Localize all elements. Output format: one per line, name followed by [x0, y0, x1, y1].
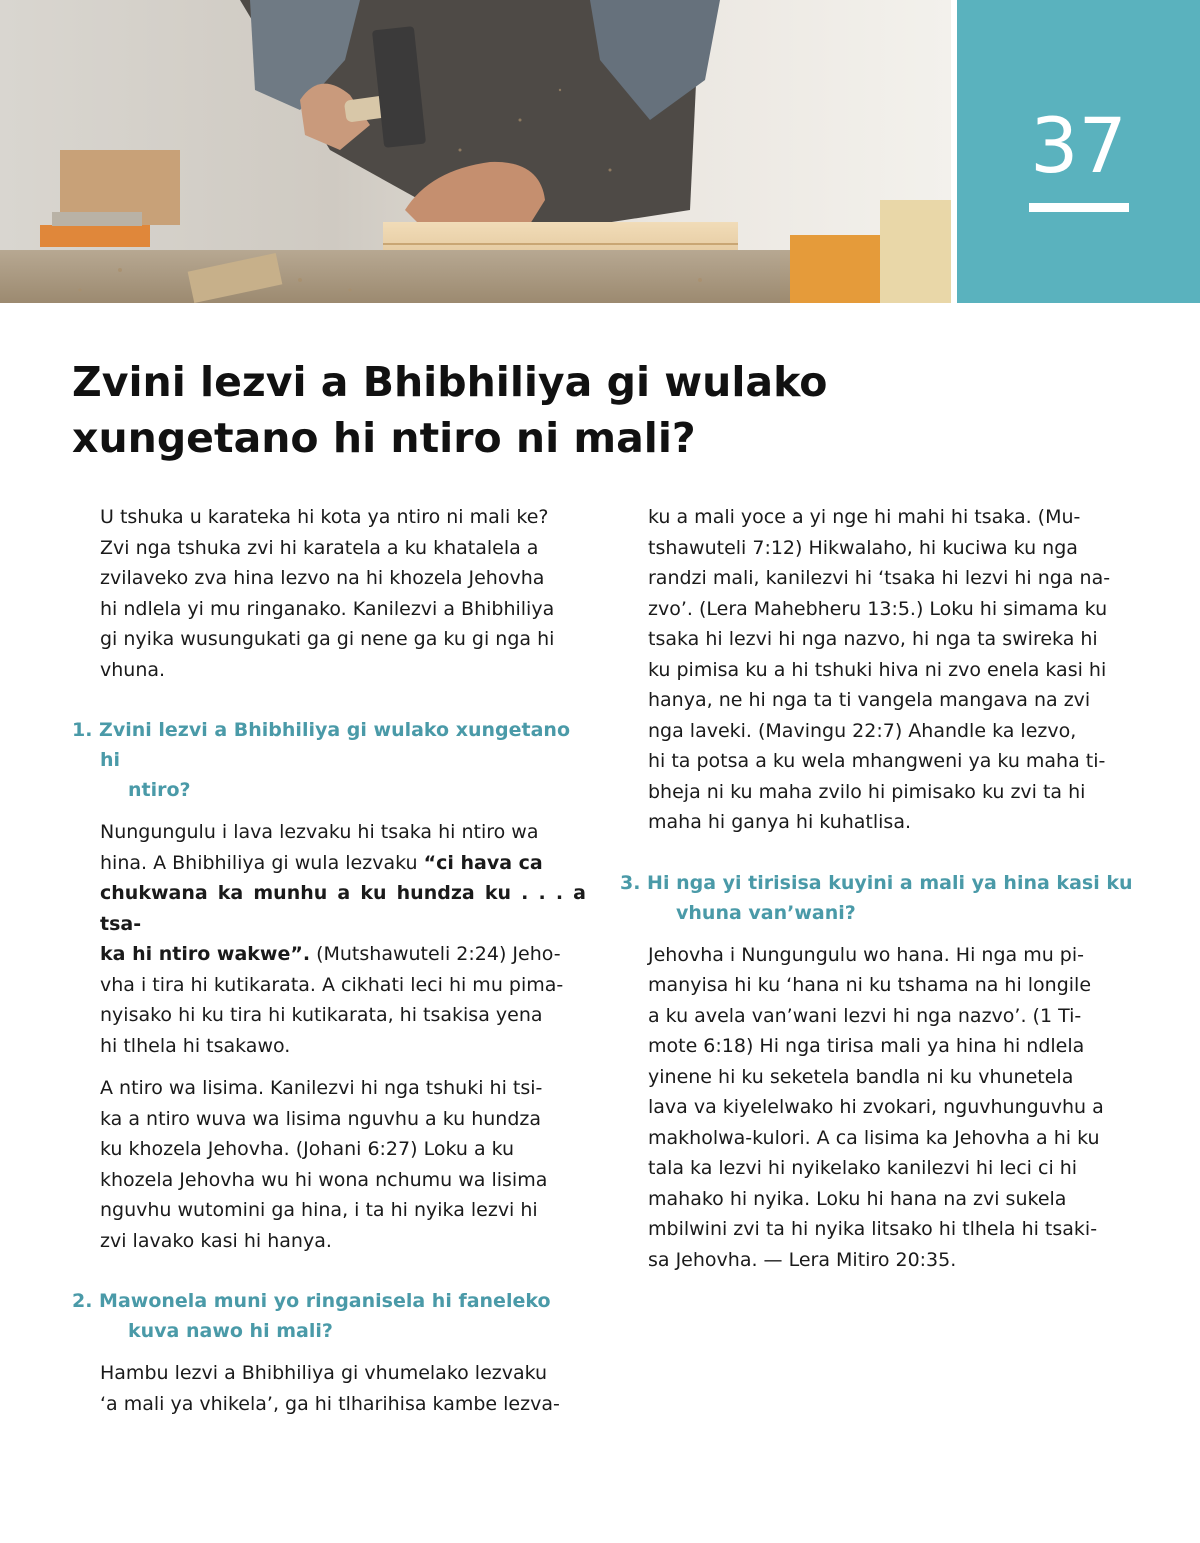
text-line: tshawuteli 7:12) Hikwalaho, hi kuciwa ku nga — [648, 536, 1078, 559]
text-line: Nungungulu i lava lezvaku hi tsaka hi ntiro wa — [100, 821, 539, 843]
text-line: zvo’. (Lera Mahebheru 13:5.) Loku hi simama ku — [648, 597, 1108, 620]
title-line: Zvini lezvi a Bhibhiliya gi wulako — [72, 358, 828, 406]
lesson-number-badge — [957, 0, 1200, 303]
question-2-heading — [72, 1286, 586, 1346]
text-line: ka a ntiro wuva wa lisima nguvhu a ku hundza — [100, 1107, 542, 1130]
lesson-number: 37 — [1030, 101, 1127, 190]
q2-paragraph-continued — [620, 502, 1134, 838]
text-line: A ntiro wa lisima. Kanilezvi hi nga tshuki hi tsi- — [100, 1077, 543, 1099]
heading-line: 3. Hi nga yi tirisisa kuyini a mali ya hina kasi ku — [620, 871, 1133, 894]
text-line: tsaka hi lezvi hi nga nazvo, hi nga ta swireka hi — [648, 628, 1098, 650]
heading-line: vhuna van’wani? — [676, 901, 856, 924]
text-line: Hambu lezvi a Bhibhiliya gi vhumelako lezvaku — [100, 1362, 548, 1384]
text-segment: (Mutshawuteli 2:24) Jeho- — [310, 943, 561, 965]
text-line: hi tlhela hi tsakawo. — [100, 1034, 291, 1057]
text-line: zvi lavako kasi hi hanya. — [100, 1229, 332, 1252]
hero-photo-carpenter — [0, 0, 951, 303]
text-line — [100, 939, 586, 970]
question-3-heading — [620, 868, 1134, 928]
text-line: ku pimisa ku a hi tshuki hiva ni zvo enela kasi hi — [648, 658, 1107, 681]
lesson-title — [72, 354, 972, 466]
left-column — [72, 502, 586, 1419]
text-line: nyisako hi ku tira hi kutikarata, hi tsakisa yena — [100, 1004, 543, 1026]
text-segment: hina. A Bhibhiliya gi wula lezvaku — [100, 851, 424, 874]
text-line: yinene hi ku seketela bandla ni ku vhunetela — [648, 1065, 1074, 1088]
text-line: U tshuka u karateka hi kota ya ntiro ni mali ke? — [100, 506, 549, 528]
q1-paragraph-1 — [72, 817, 586, 1061]
text-line: zvilaveko zva hina lezvo na hi khozela Jehovha — [100, 567, 545, 589]
scripture-quote: “ci hava ca — [423, 851, 543, 874]
text-line: khozela Jehovha wu hi wona nchumu wa lisima — [100, 1168, 548, 1191]
text-line: lava va kiyelelwako hi zvokari, nguvhunguvhu a — [648, 1096, 1104, 1118]
text-line: hi ndlela yi mu ringanako. Kanilezvi a Bhibhiliya — [100, 597, 555, 620]
text-line: Zvi nga tshuka zvi hi karatela a ku khatalela a — [100, 536, 539, 559]
question-1-heading — [72, 715, 586, 805]
text-line: vha i tira hi kutikarata. A cikhati leci hi mu pima- — [100, 973, 564, 996]
text-line: hi ta potsa a ku wela mhangweni ya ku maha ti- — [648, 750, 1106, 772]
right-column — [620, 502, 1134, 1275]
intro-paragraph — [72, 502, 586, 685]
text-line: gi nyika wusungukati ga gi nene ga ku gi nga hi — [100, 628, 555, 650]
scripture-quote: chukwana ka munhu a ku hundza ku . . . a tsa- — [100, 882, 586, 935]
heading-line: ntiro? — [128, 779, 191, 801]
scripture-quote: ka hi ntiro wakwe”. — [100, 943, 311, 965]
text-line: sa Jehovha. — Lera Mitiro 20:35. — [648, 1248, 957, 1271]
title-line: xungetano hi ntiro ni mali? — [72, 414, 696, 462]
text-line: ‘a mali ya vhikela’, ga hi tlharihisa kambe lezva- — [100, 1392, 560, 1415]
text-line: hanya, ne hi nga ta ti vangela mangava na zvi — [648, 689, 1091, 711]
q1-paragraph-2 — [72, 1073, 586, 1256]
text-line: mahako hi nyika. Loku hi hana na zvi sukela — [648, 1187, 1067, 1210]
text-line: mbilwini zvi ta hi nyika litsako hi tlhela hi tsaki- — [648, 1218, 1098, 1240]
text-line: mote 6:18) Hi nga tirisa mali ya hina hi ndlela — [648, 1035, 1085, 1057]
q2-paragraph-start — [72, 1358, 586, 1419]
text-line: vhuna. — [100, 658, 166, 681]
text-line — [100, 848, 586, 879]
text-line: nga laveki. (Mavingu 22:7) Ahandle ka lezvo, — [648, 719, 1077, 742]
q3-paragraph — [620, 940, 1134, 1276]
text-line: randzi mali, kanilezvi hi ‘tsaka hi lezvi hi nga na- — [648, 567, 1111, 589]
text-line: nguvhu wutomini ga hina, i ta hi nyika lezvi hi — [100, 1199, 538, 1221]
text-line: ku a mali yoce a yi nge hi mahi hi tsaka. (Mu- — [648, 506, 1081, 528]
text-line: a ku avela van’wani lezvi hi nga nazvo’. (1 Ti- — [648, 1004, 1082, 1027]
text-line: Jehovha i Nungungulu wo hana. Hi nga mu pi- — [648, 943, 1084, 966]
text-line: manyisa hi ku ‘hana ni ku tshama na hi longile — [648, 974, 1092, 996]
text-line: makholwa-kulori. A ca lisima ka Jehovha a hi ku — [648, 1126, 1100, 1149]
text-line: tala ka lezvi hi nyikelako kanilezvi hi leci ci hi — [648, 1157, 1078, 1179]
badge-underline — [1029, 203, 1129, 212]
heading-line: 1. Zvini lezvi a Bhibhiliya gi wulako xungetano hi — [72, 719, 571, 771]
heading-line: 2. Mawonela muni yo ringanisela hi faneleko — [72, 1290, 551, 1312]
text-line: maha hi ganya hi kuhatlisa. — [648, 811, 912, 833]
text-line: ku khozela Jehovha. (Johani 6:27) Loku a ku — [100, 1138, 515, 1160]
heading-line: kuva nawo hi mali? — [128, 1320, 333, 1342]
text-line: bheja ni ku maha zvilo hi pimisako ku zvi ta hi — [648, 780, 1086, 803]
